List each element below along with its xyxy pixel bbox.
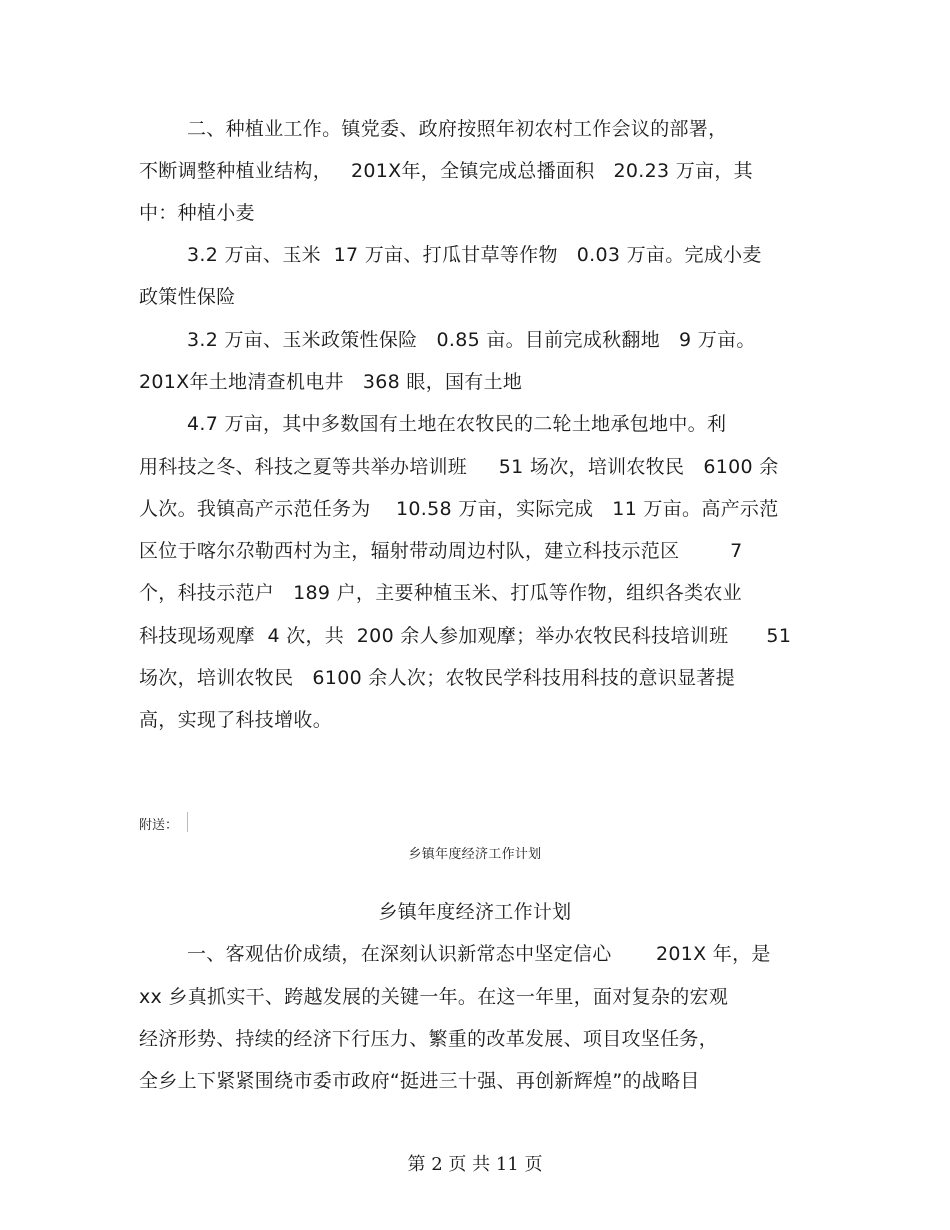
paragraph-line: 一、客观估价成绩，在深刻认识新常态中坚定信心 201X 年，是: [187, 943, 771, 965]
paragraph-line: 场次，培训农牧民 6100 余人次；农牧民学科技用科技的意识显著提: [139, 667, 736, 689]
paragraph-line: 用科技之冬、科技之夏等共举办培训班 51 场次，培训农牧民 6100 余: [139, 456, 779, 478]
paragraph-line: 科技现场观摩 4 次，共 200 余人参加观摩；举办农牧民科技培训班 51: [139, 625, 792, 647]
paragraph-line: 中：种植小麦: [139, 202, 255, 224]
paragraph-line: 二、种植业工作。镇党委、政府按照年初农村工作会议的部署，: [187, 118, 728, 140]
attachment-label-row: [139, 814, 178, 832]
paragraph-line: xx 乡真抓实干、跨越发展的关键一年。在这一年里，面对复杂的宏观: [139, 986, 729, 1008]
paragraph-line: 政策性保险: [139, 286, 236, 308]
attachment-label: 附送：: [139, 818, 179, 833]
paragraph-line: 201X年土地清查机电井 368 眼，国有土地: [139, 371, 523, 393]
paragraph-line: 4.7 万亩，其中多数国有土地在农牧民的二轮土地承包地中。利: [187, 413, 727, 435]
text-cursor-divider: [187, 812, 188, 832]
paragraph-line: 区位于喀尔尕勒西村为主，辐射带动周边村队，建立科技示范区 7: [139, 540, 743, 562]
document-title: 乡镇年度经济工作计划: [378, 901, 572, 923]
paragraph-line: 个，科技示范户 189 户，主要种植玉米、打瓜等作物，组织各类农业: [139, 582, 742, 604]
paragraph-line: 人次。我镇高产示范任务为 10.58 万亩，实际完成 11 万亩。高产示范: [139, 498, 779, 520]
page-number-footer: 第 2 页 共 11 页: [407, 1154, 543, 1175]
paragraph-line: 不断调整种植业结构， 201X年，全镇完成总播面积 20.23 万亩，其: [139, 160, 753, 182]
paragraph-line: 高，实现了科技增收。: [139, 709, 333, 731]
paragraph-line: 3.2 万亩、玉米 17 万亩、打瓜甘草等作物 0.03 万亩。完成小麦: [187, 244, 762, 266]
paragraph-line: 3.2 万亩、玉米政策性保险 0.85 亩。目前完成秋翻地 9 万亩。: [187, 329, 756, 351]
attachment-small-title: 乡镇年度经济工作计划: [408, 847, 542, 862]
paragraph-line: 经济形势、持续的经济下行压力、繁重的改革发展、项目攻坚任务，: [139, 1028, 719, 1050]
paragraph-line: 全乡上下紧紧围绕市委市政府“挺进三十强、再创新辉煌”的战略目: [139, 1070, 700, 1092]
